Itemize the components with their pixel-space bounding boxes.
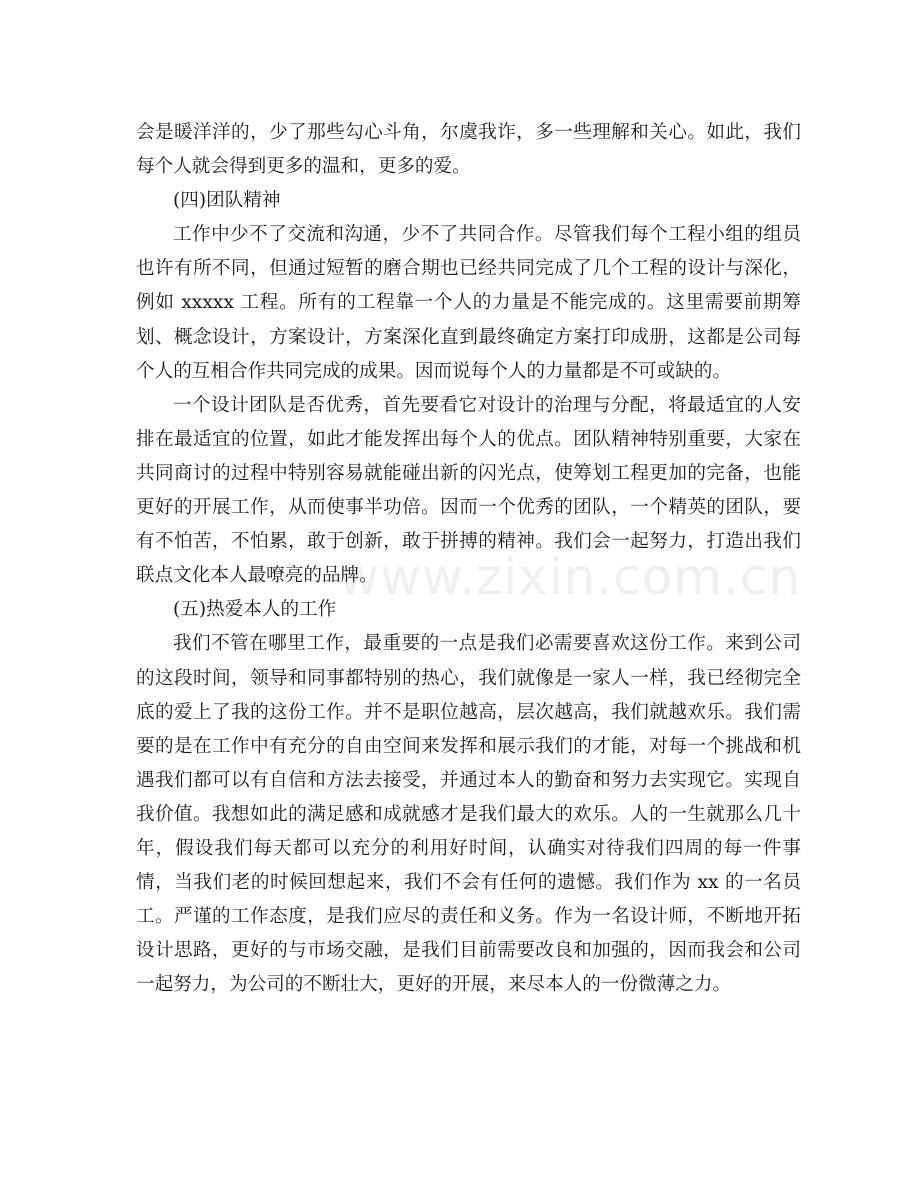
text-line: 排在最适宜的位置，如此才能发挥出每个人的优点。团队精神特别重要，大家在: [136, 428, 801, 450]
body-text: [136, 116, 801, 1002]
text-line: 有不怕苦，不怕累，敢于创新，敢于拼搏的精神。我们会一起努力，打造出我们: [136, 531, 801, 553]
text-line: 遇我们都可以有自信和方法去接受，并通过本人的勤奋和努力去实现它。实现自: [136, 769, 801, 791]
text-line: 会是暖洋洋的，少了那些勾心斗角，尔虞我诈，多一些理解和关心。如此，我们: [136, 122, 801, 143]
text-line: 情，当我们老的时候回想起来，我们不会有任何的遗憾。我们作为 xx 的一名员: [136, 872, 801, 894]
text-line: 也许有所不同，但通过短暂的磨合期也已经共同完成了几个工程的设计与深化，: [136, 258, 801, 280]
text-line: 工。严谨的工作态度，是我们应尽的责任和义务。作为一名设计师，不断地开拓: [136, 906, 801, 928]
text-line: 一起努力，为公司的不断壮大，更好的开展，来尽本人的一份微薄之力。: [136, 974, 732, 996]
watermark: www.zixin.com.cn: [338, 548, 802, 606]
text-line: (四)团队精神: [173, 190, 281, 212]
text-line: 设计思路，更好的与市场交融，是我们目前需要改良和加强的，因而我会和公司: [136, 940, 801, 962]
text-line: 底的爱上了我的这份工作。并不是职位越高，层次越高，我们就越欢乐。我们需: [136, 701, 801, 723]
text-line: 每个人就会得到更多的温和，更多的爱。: [136, 156, 471, 178]
text-line: 要的是在工作中有充分的自由空间来发挥和展示我们的才能，对每一个挑战和机: [136, 735, 801, 757]
text-line: (五)热爱本人的工作: [173, 599, 337, 621]
text-line: 划、概念设计，方案设计，方案深化直到最终确定方案打印成册，这都是公司每: [136, 326, 801, 348]
text-line: 我们不管在哪里工作，最重要的一点是我们必需要喜欢这份工作。来到公司: [173, 633, 801, 655]
text-line: 例如 xxxxx 工程。所有的工程靠一个人的力量是不能完成的。这里需要前期筹: [136, 292, 801, 314]
text-line: 更好的开展工作，从而使事半功倍。因而一个优秀的团队，一个精英的团队，要: [136, 497, 801, 519]
text-line: 的这段时间，领导和同事都特别的热心，我们就像是一家人一样，我已经彻完全: [136, 667, 801, 689]
text-line: 联点文化本人最嘹亮的品牌。: [136, 565, 378, 587]
text-line: 我价值。我想如此的满足感和成就感才是我们最大的欢乐。人的一生就那么几十: [136, 803, 801, 825]
text-line: 一个设计团队是否优秀，首先要看它对设计的治理与分配，将最适宜的人安: [173, 394, 801, 416]
text-line: 工作中少不了交流和沟通，少不了共同合作。尽管我们每个工程小组的组员: [173, 224, 801, 246]
text-line: 个人的互相合作共同完成的成果。因而说每个人的力量都是不可或缺的。: [136, 360, 732, 382]
text-line: 共同商讨的过程中特别容易就能碰出新的闪光点，使筹划工程更加的完备，也能: [136, 462, 801, 484]
text-line: 年，假设我们每天都可以充分的利用好时间，认确实对待我们四周的每一件事: [136, 837, 801, 859]
